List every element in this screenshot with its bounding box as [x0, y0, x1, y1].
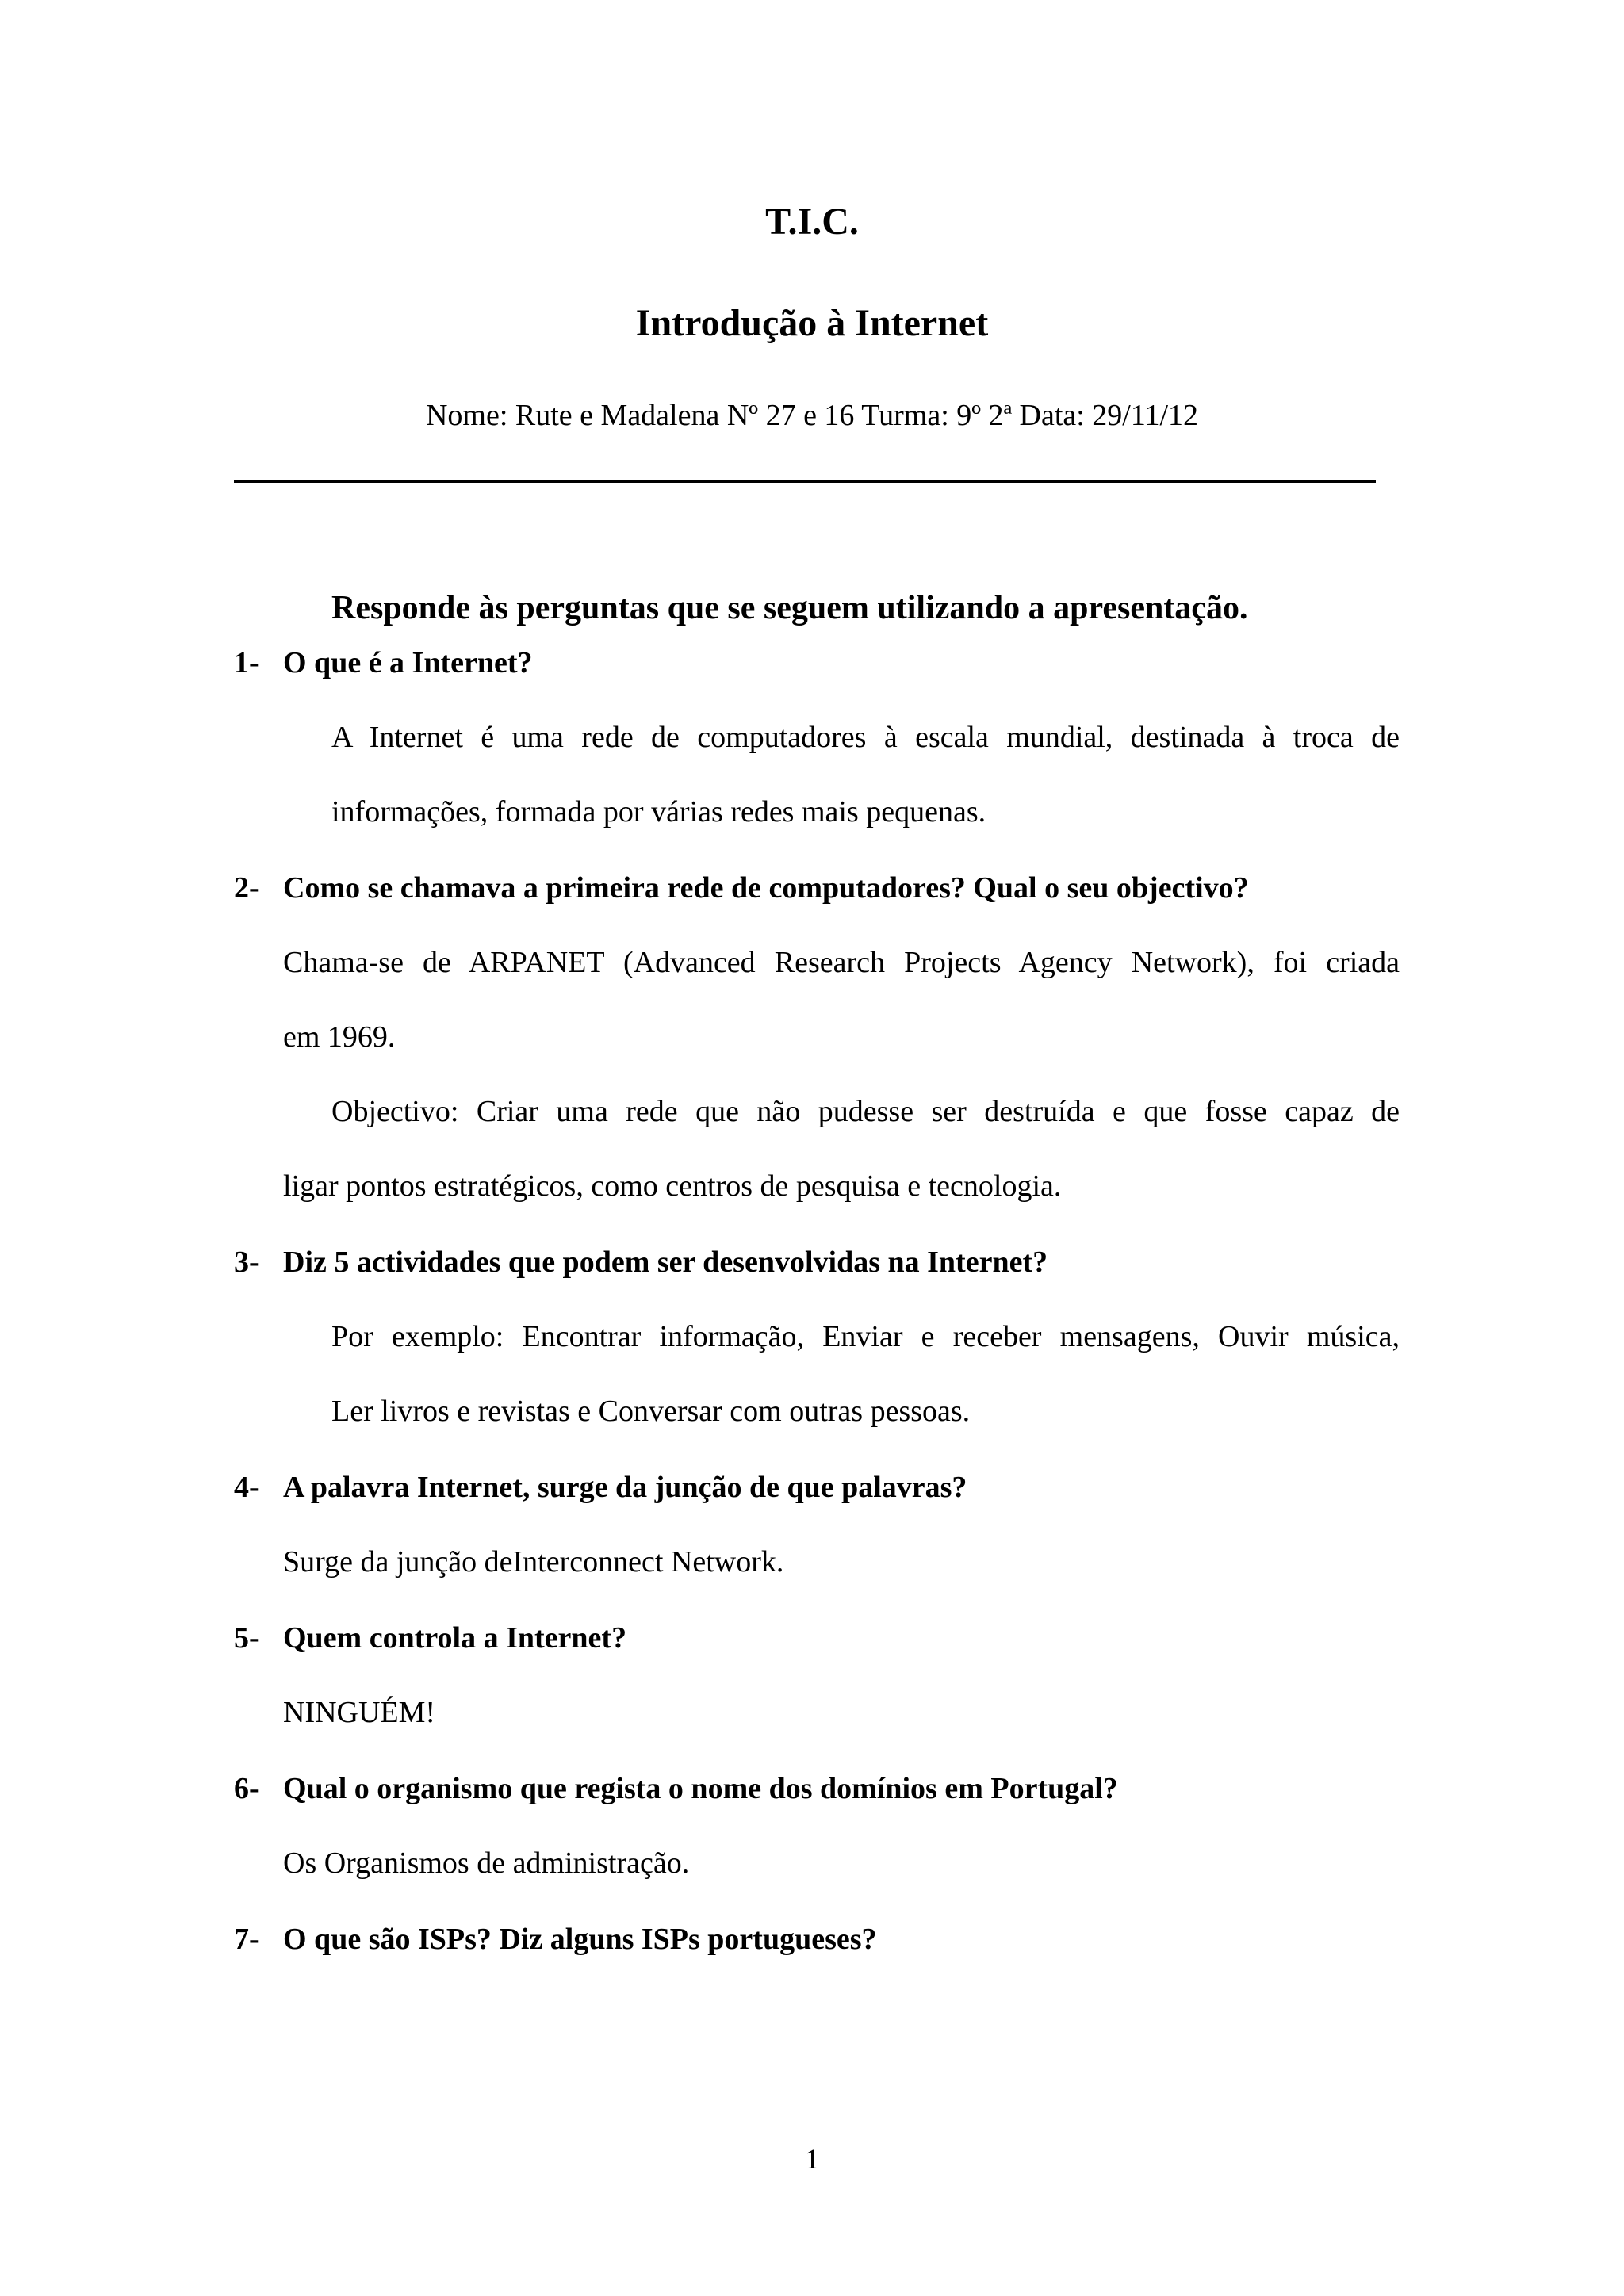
answer-line: Objectivo: Criar uma rede que não pudesse ser destruída e que fosse capaz de: [331, 1095, 1400, 1128]
page-number: 1: [805, 2143, 819, 2175]
question-1: [234, 644, 533, 682]
header-divider: [234, 480, 1376, 483]
answer-line: informações, formada por várias redes mais pequenas.: [331, 795, 986, 828]
answer-line: ligar pontos estratégicos, como centros de pesquisa e tecnologia.: [283, 1169, 1062, 1203]
question-number: 1-: [234, 646, 259, 679]
answer-line: Os Organismos de administração.: [283, 1846, 690, 1880]
question-2: [234, 869, 1249, 907]
question-text: O que é a Internet?: [283, 646, 533, 679]
question-text: A palavra Internet, surge da junção de que palavras?: [283, 1471, 967, 1504]
question-7: [234, 1920, 877, 1958]
question-text: Qual o organismo que regista o nome dos domínios em Portugal?: [283, 1772, 1118, 1805]
question-text: Diz 5 actividades que podem ser desenvolvidas na Internet?: [283, 1246, 1048, 1279]
question-number: 2-: [234, 871, 259, 905]
question-5: [234, 1619, 626, 1657]
document-title: Introdução à Internet: [635, 302, 989, 344]
instruction-heading: Responde às perguntas que se seguem utilizando a apresentação.: [331, 590, 1248, 626]
question-number: 4-: [234, 1471, 259, 1504]
question-number: 5-: [234, 1621, 259, 1655]
answer-line: A Internet é uma rede de computadores à escala mundial, destinada à troca de: [331, 721, 1400, 754]
answer-line: Ler livros e revistas e Conversar com outras pessoas.: [331, 1395, 971, 1428]
question-text: Como se chamava a primeira rede de computadores? Qual o seu objectivo?: [283, 871, 1249, 905]
answer-line: Surge da junção deInterconnect Network.: [283, 1545, 784, 1578]
question-text: O que são ISPs? Diz alguns ISPs portugueses?: [283, 1923, 877, 1956]
course-title: T.I.C.: [765, 201, 859, 243]
question-number: 7-: [234, 1923, 259, 1956]
question-number: 6-: [234, 1772, 259, 1805]
question-4: [234, 1468, 967, 1506]
question-6: [234, 1770, 1118, 1808]
student-info: Nome: Rute e Madalena Nº 27 e 16 Turma: 9º 2ª Data: 29/11/12: [425, 399, 1199, 432]
question-text: Quem controla a Internet?: [283, 1621, 627, 1655]
answer-line: em 1969.: [283, 1020, 396, 1054]
answer-line: Chama-se de ARPANET (Advanced Research Projects Agency Network), foi criada: [283, 946, 1400, 979]
question-number: 3-: [234, 1246, 259, 1279]
answer-line: NINGUÉM!: [283, 1696, 436, 1729]
answer-line: Por exemplo: Encontrar informação, Enviar e receber mensagens, Ouvir música,: [331, 1320, 1400, 1353]
question-3: [234, 1243, 1048, 1281]
